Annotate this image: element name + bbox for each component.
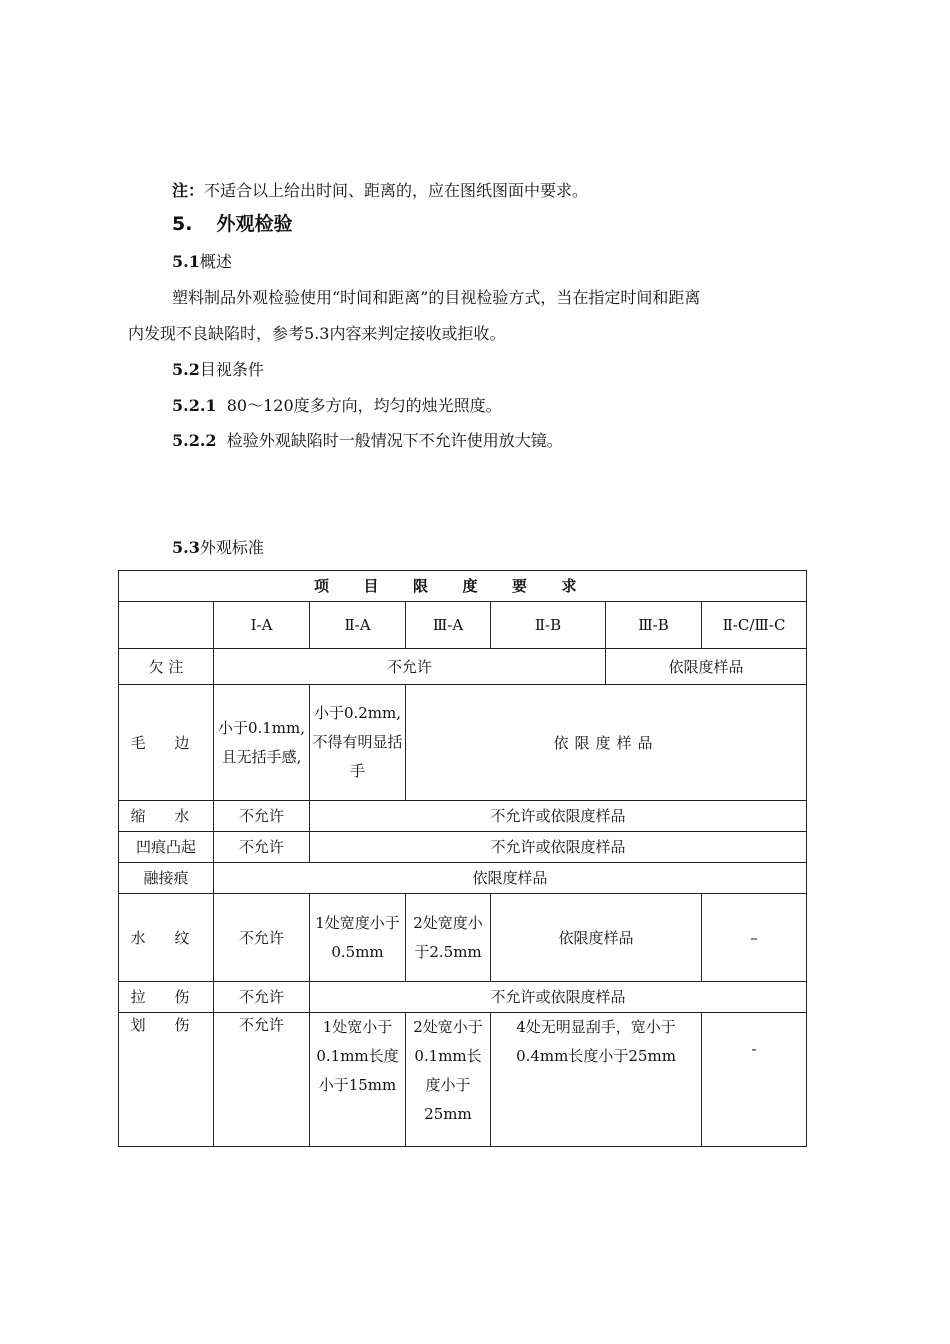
section-5-2-2-text: 检验外观缺陷时一般情况下不允许使用放大镜。 xyxy=(226,431,563,450)
rongjie-rest-value: 依限度样品 xyxy=(214,863,807,894)
table-row-rongjie xyxy=(119,863,807,894)
section-5-1-title: 概述 xyxy=(199,252,232,271)
shuiwen-2c-3c-value: – xyxy=(702,894,807,982)
table-row-suoshui xyxy=(119,801,807,832)
section-5-1-body-line2: 内发现不良缺陷时，参考5.3内容来判定接收或拒收。 xyxy=(128,324,506,343)
note-text: 不适合以上给出时间、距离的，应在图纸图面中要求。 xyxy=(204,181,589,200)
table-row-aohen xyxy=(119,832,807,863)
aohen-rest-value: 不允许或依限度样品 xyxy=(310,832,807,863)
row-name-qianzhu: 欠 注 xyxy=(119,649,214,685)
section-5-heading xyxy=(172,213,292,235)
qianzhu-b-value: 依限度样品 xyxy=(606,649,807,685)
row-name-shuiwen: 水 纹 xyxy=(119,894,214,982)
section-5-2-1-text: 80～120度多方向，均匀的烛光照度。 xyxy=(226,396,502,415)
qianzhu-a-value: 不允许 xyxy=(214,649,606,685)
lashang-1a-value: 不允许 xyxy=(214,982,310,1013)
row-name-suoshui: 缩 水 xyxy=(119,801,214,832)
section-5-title: 外观检验 xyxy=(216,213,293,235)
suoshui-1a-value: 不允许 xyxy=(214,801,310,832)
section-5-1-body-line1: 塑料制品外观检验使用“时间和距离”的目视检验方式，当在指定时间和距离 xyxy=(172,288,701,307)
shuiwen-3a-value: 2处宽度小于2.5mm xyxy=(406,894,491,982)
table-row-maobian xyxy=(119,685,807,801)
table-row-shuiwen xyxy=(119,894,807,982)
section-5-1-heading xyxy=(172,251,232,273)
section-5-2-2 xyxy=(172,430,563,452)
huashang-2b-3b-value: 4处无明显刮手，宽小于0.4mm长度小于25mm xyxy=(491,1013,702,1147)
maobian-2a-value: 小于0.2mm,不得有明显括手 xyxy=(310,685,406,801)
table-row-huashang xyxy=(119,1013,807,1147)
aohen-1a-value: 不允许 xyxy=(214,832,310,863)
row-name-maobian: 毛 边 xyxy=(119,685,214,801)
table-header-title: 项目限度要求 xyxy=(119,571,807,602)
row-name-aohen: 凹痕凸起 xyxy=(119,832,214,863)
grade-col-3b: Ⅲ-B xyxy=(606,602,702,649)
shuiwen-2b-3b-value: 依限度样品 xyxy=(491,894,702,982)
huashang-2c-3c-value: - xyxy=(702,1013,807,1147)
row-name-lashang: 拉 伤 xyxy=(119,982,214,1013)
huashang-3a-value: 2处宽小于0.1mm长度小于25mm xyxy=(406,1013,491,1147)
grade-col-1a: Ⅰ-A xyxy=(214,602,310,649)
section-5-2-heading xyxy=(172,359,264,381)
table-row-qianzhu xyxy=(119,649,807,685)
section-5-1-number: 5.1 xyxy=(172,252,200,271)
grade-col-2a: Ⅱ-A xyxy=(310,602,406,649)
section-5-2-2-number: 5.2.2 xyxy=(172,431,217,450)
grade-col-3a: Ⅲ-A xyxy=(406,602,491,649)
huashang-1a-value: 不允许 xyxy=(214,1013,310,1147)
suoshui-rest-value: 不允许或依限度样品 xyxy=(310,801,807,832)
section-5-number: 5. xyxy=(172,213,193,235)
table-row-lashang xyxy=(119,982,807,1013)
row-name-rongjie: 融接痕 xyxy=(119,863,214,894)
lashang-rest-value: 不允许或依限度样品 xyxy=(310,982,807,1013)
appearance-standard-table xyxy=(118,570,807,1147)
grade-header-empty xyxy=(119,602,214,649)
section-5-3-heading xyxy=(172,537,264,559)
section-5-2-1-number: 5.2.1 xyxy=(172,396,217,415)
section-5-2-title: 目视条件 xyxy=(199,360,264,379)
grade-col-2c-3c: Ⅱ-C/Ⅲ-C xyxy=(702,602,807,649)
grade-col-2b: Ⅱ-B xyxy=(491,602,606,649)
shuiwen-1a-value: 不允许 xyxy=(214,894,310,982)
section-5-3-number: 5.3 xyxy=(172,538,200,557)
huashang-2a-value: 1处宽小于0.1mm长度小于15mm xyxy=(310,1013,406,1147)
row-name-huashang: 划 伤 xyxy=(119,1013,214,1147)
shuiwen-2a-value: 1处宽度小于0.5mm xyxy=(310,894,406,982)
maobian-1a-value: 小于0.1mm,且无括手感, xyxy=(214,685,310,801)
section-5-2-number: 5.2 xyxy=(172,360,200,379)
section-5-3-title: 外观标准 xyxy=(199,538,264,557)
section-5-2-1 xyxy=(172,395,502,417)
note-label: 注： xyxy=(172,181,205,200)
note xyxy=(172,180,588,202)
maobian-rest-value: 依限度样品 xyxy=(406,685,807,801)
